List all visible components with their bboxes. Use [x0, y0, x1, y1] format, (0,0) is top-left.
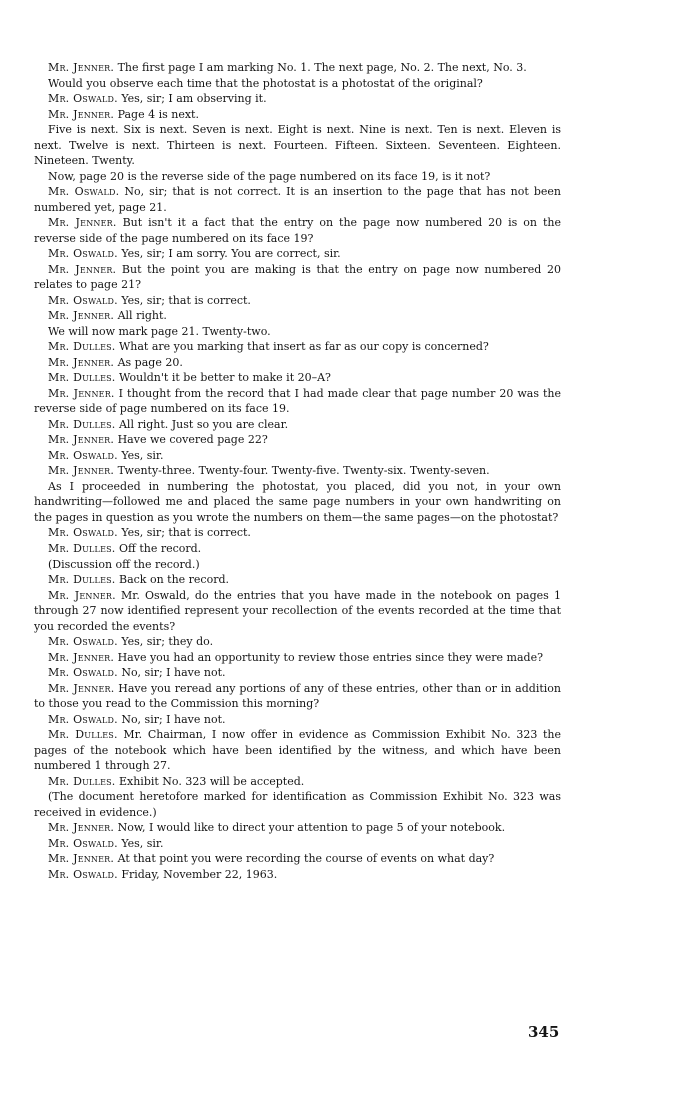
- speaker-name: Mr. Dulles.: [48, 573, 116, 587]
- speaker-name: Mr. Jenner.: [48, 650, 115, 664]
- transcript-paragraph: [34, 774, 561, 790]
- transcript-paragraph: [34, 557, 561, 573]
- transcript-paragraph: [34, 107, 561, 123]
- paragraph-text: All right. Just so you are clear.: [118, 417, 289, 431]
- speaker-name: Mr. Jenner.: [48, 681, 115, 695]
- paragraph-text: No, sir; I have not.: [121, 666, 226, 680]
- paragraph-text: Yes, sir; they do.: [121, 635, 214, 649]
- speaker-name: Mr. Jenner.: [48, 588, 116, 602]
- speaker-name: Mr. Jenner.: [48, 433, 115, 447]
- speaker-name: Mr. Dulles.: [48, 728, 118, 742]
- transcript-body: [34, 60, 561, 882]
- transcript-paragraph: [34, 386, 561, 417]
- speaker-name: Mr. Dulles.: [48, 340, 116, 354]
- paragraph-text: We will now mark page 21. Twenty-two.: [48, 324, 271, 338]
- paragraph-text: Yes, sir; I am sorry. You are correct, sir.: [121, 247, 341, 261]
- speaker-name: Mr. Oswald.: [48, 92, 118, 106]
- transcript-paragraph: [34, 463, 561, 479]
- paragraph-text: Page 4 is next.: [117, 107, 199, 121]
- speaker-name: Mr. Jenner.: [48, 852, 115, 866]
- speaker-name: Mr. Oswald.: [48, 293, 118, 307]
- speaker-name: Mr. Dulles.: [48, 541, 116, 555]
- speaker-name: Mr. Jenner.: [48, 216, 117, 230]
- transcript-paragraph: [34, 293, 561, 309]
- speaker-name: Mr. Oswald.: [48, 526, 118, 540]
- paragraph-text: Exhibit No. 323 will be accepted.: [118, 774, 305, 788]
- paragraph-text: Back on the record.: [118, 573, 230, 587]
- paragraph-text: But isn't it a fact that the entry on the page now numbered 20 is on the reverse side of the page numbered on its face 19?: [34, 216, 561, 245]
- transcript-paragraph: [34, 91, 561, 107]
- paragraph-text: Yes, sir.: [121, 448, 164, 462]
- paragraph-text: As page 20.: [117, 355, 183, 369]
- transcript-page: [34, 60, 561, 882]
- transcript-paragraph: [34, 851, 561, 867]
- transcript-paragraph: [34, 370, 561, 386]
- paragraph-text: Off the record.: [118, 541, 202, 555]
- paragraph-text: Have you had an opportunity to review those entries since they were made?: [117, 650, 543, 664]
- paragraph-text: Yes, sir; that is correct.: [121, 526, 251, 540]
- speaker-name: Mr. Dulles.: [48, 371, 116, 385]
- transcript-paragraph: [34, 432, 561, 448]
- paragraph-text: (The document heretofore marked for identification as Commission Exhibit No. 323 was received in evidence.): [34, 790, 561, 819]
- transcript-paragraph: [34, 681, 561, 712]
- transcript-paragraph: [34, 572, 561, 588]
- speaker-name: Mr. Dulles.: [48, 417, 116, 431]
- paragraph-text: The first page I am marking No. 1. The next page, No. 2. The next, No. 3.: [117, 61, 527, 74]
- speaker-name: Mr. Oswald.: [48, 867, 118, 881]
- transcript-paragraph: [34, 650, 561, 666]
- speaker-name: Mr. Jenner.: [48, 464, 115, 478]
- transcript-paragraph: [34, 867, 561, 883]
- page-number: 345: [528, 1023, 560, 1041]
- speaker-name: Mr. Oswald.: [48, 712, 118, 726]
- transcript-paragraph: [34, 417, 561, 433]
- paragraph-text: No, sir; I have not.: [121, 712, 226, 726]
- transcript-paragraph: [34, 525, 561, 541]
- transcript-paragraph: [34, 215, 561, 246]
- paragraph-text: I thought from the record that I had made clear that page number 20 was the reverse side of page numbered on its face 19.: [34, 386, 562, 416]
- paragraph-text: What are you marking that insert as far as our copy is concerned?: [118, 340, 489, 354]
- paragraph-text: Twenty-three. Twenty-four. Twenty-five. Twenty-six. Twenty-seven.: [117, 464, 490, 478]
- speaker-name: Mr. Oswald.: [48, 666, 118, 680]
- transcript-paragraph: [34, 60, 561, 76]
- paragraph-text: Yes, sir.: [121, 836, 164, 850]
- paragraph-text: Have we covered page 22?: [117, 433, 268, 447]
- transcript-paragraph: [34, 588, 561, 635]
- transcript-paragraph: [34, 448, 561, 464]
- transcript-paragraph: [34, 665, 561, 681]
- speaker-name: Mr. Jenner.: [48, 309, 115, 323]
- speaker-name: Mr. Jenner.: [48, 355, 115, 369]
- paragraph-text: At that point you were recording the course of events on what day?: [117, 852, 495, 866]
- transcript-paragraph: [34, 355, 561, 371]
- speaker-name: Mr. Jenner.: [48, 61, 115, 74]
- paragraph-text: Would you observe each time that the photostat is a photostat of the original?: [48, 76, 483, 90]
- speaker-name: Mr. Jenner.: [48, 386, 115, 400]
- paragraph-text: Now, page 20 is the reverse side of the page numbered on its face 19, is it not?: [48, 169, 491, 183]
- paragraph-text: But the point you are making is that the entry on page now numbered 20 relates to page 21?: [34, 262, 561, 292]
- transcript-paragraph: [34, 634, 561, 650]
- paragraph-text: Yes, sir; I am observing it.: [121, 92, 267, 106]
- paragraph-text: Mr. Chairman, I now offer in evidence as Commission Exhibit No. 323 the pages of the notebook which have been identified by the witness, and which have been numbered 1 through 27.: [34, 728, 562, 773]
- transcript-paragraph: [34, 836, 561, 852]
- transcript-paragraph: [34, 727, 561, 774]
- speaker-name: Mr. Jenner.: [48, 107, 115, 121]
- paragraph-text: No, sir; that is not correct. It is an insertion to the page that has not been numbered yet, page 21.: [34, 185, 561, 214]
- transcript-paragraph: [34, 184, 561, 215]
- transcript-paragraph: [34, 262, 561, 293]
- transcript-paragraph: [34, 324, 561, 340]
- speaker-name: Mr. Oswald.: [48, 185, 120, 199]
- paragraph-text: All right.: [117, 309, 167, 323]
- paragraph-text: As I proceeded in numbering the photostat, you placed, did you not, in your own handwriting—followed me and placed the same page numbers in your own handwriting on the pages in question as you wrote the numbers on them—the same pages—on the photostat?: [34, 479, 561, 524]
- transcript-paragraph: [34, 76, 561, 92]
- paragraph-text: Mr. Oswald, do the entries that you have made in the notebook on pages 1 through 27 now identified represent your recollection of the events recorded at the time that you recorded the events?: [34, 588, 561, 633]
- paragraph-text: Yes, sir; that is correct.: [121, 293, 251, 307]
- paragraph-text: Five is next. Six is next. Seven is next. Eight is next. Nine is next. Ten is next. Eleven is next. Twelve is next. Thirteen is next. Fourteen. Fifteen. Sixteen. Seventeen. Eighteen. Nineteen. Twenty.: [34, 123, 561, 168]
- transcript-paragraph: [34, 479, 561, 526]
- speaker-name: Mr. Dulles.: [48, 774, 116, 788]
- transcript-paragraph: [34, 789, 561, 820]
- transcript-paragraph: [34, 308, 561, 324]
- transcript-paragraph: [34, 246, 561, 262]
- paragraph-text: Wouldn't it be better to make it 20–A?: [118, 371, 331, 385]
- paragraph-text: (Discussion off the record.): [48, 557, 200, 571]
- speaker-name: Mr. Jenner.: [48, 821, 115, 835]
- transcript-paragraph: [34, 541, 561, 557]
- paragraph-text: Friday, November 22, 1963.: [121, 867, 278, 881]
- paragraph-text: Now, I would like to direct your attention to page 5 of your notebook.: [117, 821, 506, 835]
- transcript-paragraph: [34, 169, 561, 185]
- transcript-paragraph: [34, 820, 561, 836]
- transcript-paragraph: [34, 122, 561, 169]
- transcript-paragraph: [34, 339, 561, 355]
- speaker-name: Mr. Oswald.: [48, 448, 118, 462]
- speaker-name: Mr. Jenner.: [48, 262, 117, 276]
- speaker-name: Mr. Oswald.: [48, 836, 118, 850]
- speaker-name: Mr. Oswald.: [48, 247, 118, 261]
- speaker-name: Mr. Oswald.: [48, 635, 118, 649]
- transcript-paragraph: [34, 712, 561, 728]
- paragraph-text: Have you reread any portions of any of these entries, other than or in addition to those you read to the Commission this morning?: [34, 681, 561, 711]
